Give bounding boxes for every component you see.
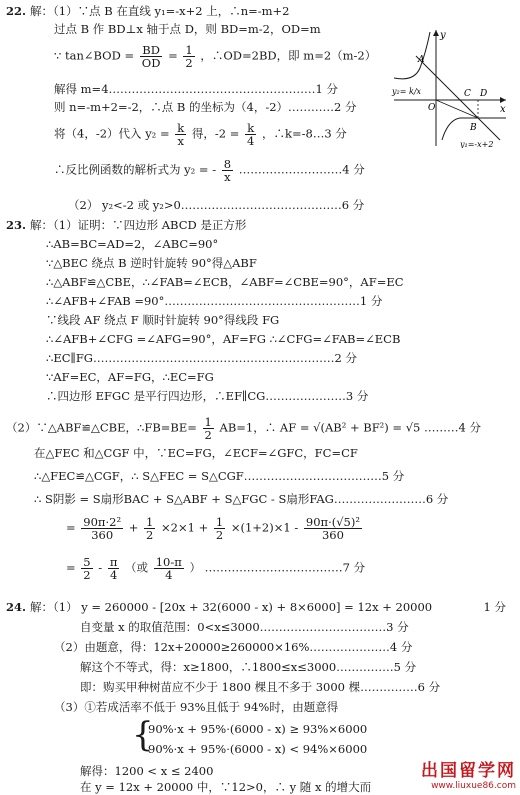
line-label: y₁=-x+2 bbox=[460, 140, 494, 148]
q22-line6: 将（4，-2）代入 y₂ = $\frac{k}{x}$ 得，-2 = $\frac{k}{4}$ ，∴k=-8…3 分 bbox=[54, 121, 347, 148]
watermark-name: 出国留学网 bbox=[421, 761, 516, 781]
q24-line1-score: 1 分 bbox=[483, 600, 506, 614]
q23-line7: ∴∠AFB+∠CFG =∠AFG=90°，AF=FG ∴∠CFG=∠FAB=∠ECB bbox=[46, 332, 401, 346]
q23-part2-line6: = $\frac{5}{2}$ - $\frac{\pi}{4}$ （或 $\frac{10-\pi}{4}$ ） ………………………………7 分 bbox=[66, 555, 366, 582]
q22-line3: ∵ tan∠BOD = $\frac{BD}{OD}$ = $\frac{1}{2}$ ，∴OD=2BD，即 m=2（m-2） bbox=[54, 43, 377, 70]
watermark-url: www.liuxue86.com bbox=[431, 781, 516, 791]
q23-line10: ∴四边形 EFGC 是平行四边形，∴EF∥CG…………………3 分 bbox=[46, 389, 369, 403]
q24-line1: 解：（1） y = 260000 - [20x + 32(6000 - x) + 8×6000] = 12x + 20000 bbox=[30, 600, 433, 614]
q22-line2: 过点 B 作 BD⊥x 轴于点 D，则 BD=m-2，OD=m bbox=[54, 22, 321, 36]
q23-number: 23. bbox=[6, 218, 27, 232]
point-b-label: B bbox=[470, 123, 477, 133]
q23-line5: ∴∠AFB+∠FAB =90°……………………………………………1 分 bbox=[46, 294, 383, 308]
q24-line5: 即：购买甲种树苗应不少于 1800 棵且不多于 3000 棵……………6 分 bbox=[80, 680, 441, 694]
q23-part2-line5: = $\frac{\text{90π·2²}}{360}$ + $\frac{1}{2}$ ×2×1 + $\frac{1}{2}$ ×(1+2)×1 - $\frac{\text{90π·(√5)²}}{360}$ bbox=[66, 515, 360, 542]
x-axis-arrow bbox=[500, 97, 506, 103]
system-brace: { bbox=[132, 715, 154, 755]
q24-line4: 解这个不等式，得：x≥1800，∴1800≤x≤3000……………5 分 bbox=[80, 660, 417, 674]
q24-line3: （2）由题意，得：12x+20000≥260000×16%…………………4 分 bbox=[54, 640, 413, 654]
q23-line9: ∵AF=EC，AF=FG，∴EC=FG bbox=[46, 370, 214, 384]
q22-line4: 解得 m=4………………………………………………1 分 bbox=[54, 82, 338, 96]
q23-line4: ∴△ABF≌△CBE，∴∠FAB=∠ECB，∠ABF=∠CBE=90°，AF=EC bbox=[46, 275, 404, 289]
point-a-label: A bbox=[418, 55, 425, 65]
segment-ob bbox=[436, 100, 478, 118]
q22-line8: （2） y₂<-2 或 y₂>0……………………………………6 分 bbox=[68, 198, 365, 212]
origin-label: O bbox=[428, 103, 436, 113]
q22-line5: 则 n=-m+2=-2，∴点 B 的坐标为（4，-2）…………2 分 bbox=[54, 100, 357, 114]
q24-number: 24. bbox=[6, 600, 27, 614]
q24-line2: 自变量 x 的取值范围：0<x≤3000……………………………3 分 bbox=[80, 620, 409, 634]
q23-part2-line3: ∴△FEC≌△CGF，∴ S△FEC = S△CGF………………………………5 分 bbox=[34, 469, 405, 483]
q23-line8: ∴EC∥FG………………………………………………………2 分 bbox=[46, 351, 357, 365]
q23-part2-line4: ∴ S阴影 = S扇形BAC + S△ABF + S△FGC - S扇形FAG……………………6 分 bbox=[34, 492, 449, 506]
line-y1 bbox=[416, 56, 500, 140]
q23-line1: 解：（1）证明：∵四边形 ABCD 是正方形 bbox=[30, 218, 247, 232]
q23-part2-line1: （2）∵△ABF≌△CBE，∴FB=BE= $\frac{1}{2}$ AB=1，∴ AF = √(AB² + BF²) = √5 ………4 分 bbox=[6, 415, 481, 442]
y-label: y bbox=[440, 30, 446, 41]
q23-line3: ∵△BEC 绕点 B 逆时针旋转 90°得△ABF bbox=[46, 256, 257, 270]
q24-system-eq2: 90%·x + 95%·(6000 - x) < 94%×6000 bbox=[148, 742, 368, 756]
q22-line7: ∴反比例函数的解析式为 y₂ = - $\frac{8}{x}$ ………………………4 分 bbox=[54, 157, 365, 184]
y-axis-arrow bbox=[433, 30, 439, 36]
q24-line7: 解得：1200 < x ≤ 2400 bbox=[80, 764, 214, 778]
site-watermark bbox=[421, 761, 516, 791]
q22-line1: 解：（1）∵点 B 在直线 y₁=-x+2 上，∴n=-m+2 bbox=[30, 4, 290, 18]
q23-line6: ∵线段 AF 绕点 F 顺时针旋转 90°得线段 FG bbox=[46, 313, 280, 327]
q23-line2: ∴AB=BC=AD=2，∠ABC=90° bbox=[46, 237, 219, 251]
hyperbola-branch-left bbox=[394, 32, 430, 79]
q23-part2-line2: 在△FEC 和△CGF 中，∵EC=FG，∠ECF=∠GFC，FC=CF bbox=[34, 446, 358, 460]
q22-graph bbox=[388, 26, 514, 148]
point-c-label: C bbox=[464, 89, 471, 99]
q24-line8: 在 y = 12x + 20000 中，∵12>0，∴ y 随 x 的增大而 bbox=[80, 780, 372, 794]
point-d-label: D bbox=[480, 89, 488, 99]
q22-number: 22. bbox=[6, 4, 27, 18]
x-label: x bbox=[500, 104, 506, 115]
hyperbola-label: y₂= k/x bbox=[392, 87, 422, 96]
q24-system-eq1: 90%·x + 95%·(6000 - x) ≥ 93%×6000 bbox=[148, 722, 368, 736]
q24-line6: （3）①若成活率不低于 93%且低于 94%时，由题意得 bbox=[54, 700, 339, 714]
